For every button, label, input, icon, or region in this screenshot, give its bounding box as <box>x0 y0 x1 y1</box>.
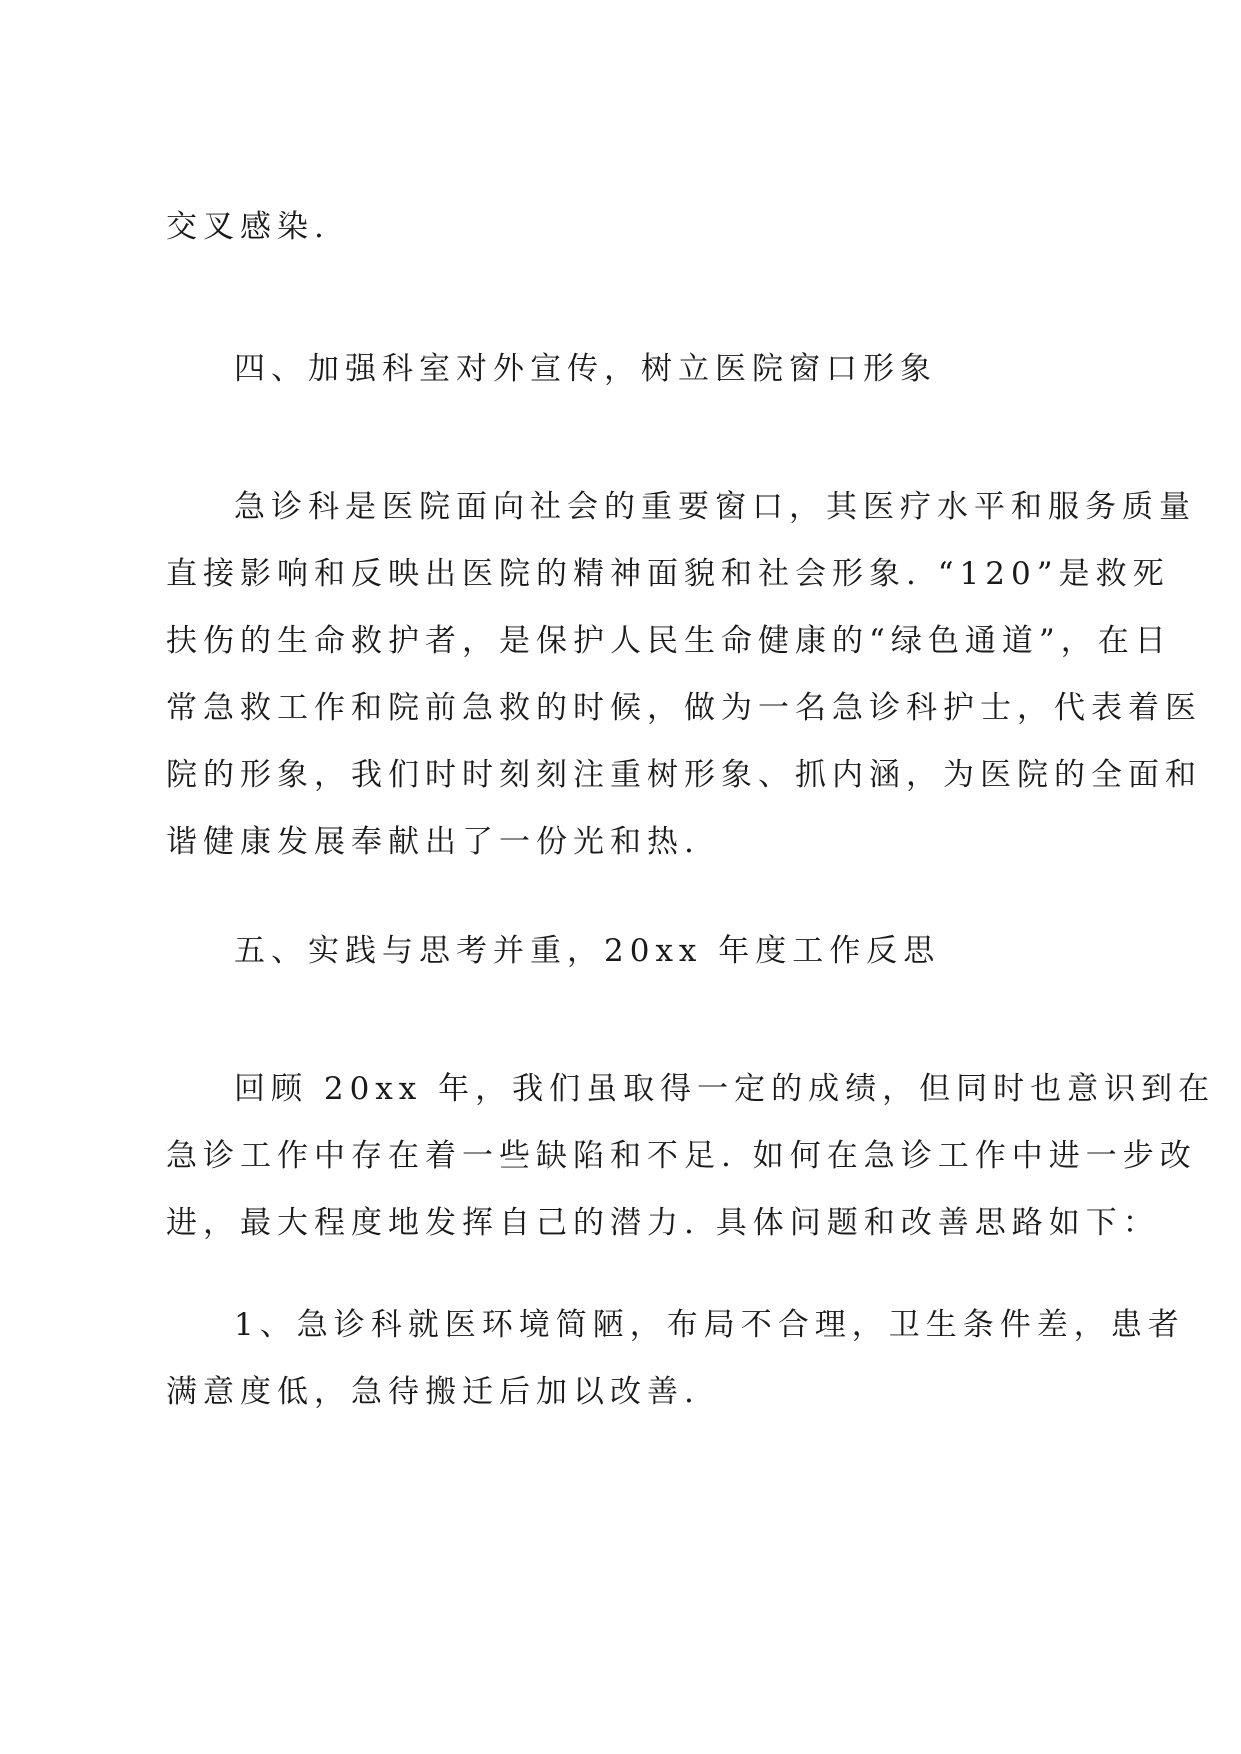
paragraph-review <box>166 1056 1216 1257</box>
paragraph-publicity <box>166 474 1202 876</box>
heading-text: 五、实践与思考并重，20xx 年度工作反思 <box>234 933 941 969</box>
section-heading-4 <box>166 336 1096 403</box>
text-line: 满意度低，急待搬迁后加以改善. <box>166 1374 700 1410</box>
text-line: 院的形象，我们时时刻刻注重树形象、抓内涵，为医院的全面和 <box>166 757 1202 793</box>
text-line: 进，最大程度地发挥自己的潜力. 具体问题和改善思路如下： <box>166 1205 1160 1241</box>
text-line: 1、急诊科就医环境简陋，布局不合理，卫生条件差，患者 <box>234 1307 1185 1343</box>
heading-text: 四、加强科室对外宣传，树立医院窗口形象 <box>234 351 937 387</box>
paragraph-continuation <box>166 194 1096 261</box>
text-line: 直接影响和反映出医院的精神面貌和社会形象. “120”是救死 <box>166 556 1170 592</box>
text-line: 扶伤的生命救护者，是保护人民生命健康的“绿色通道”，在日 <box>166 623 1172 659</box>
text-line: 急诊科是医院面向社会的重要窗口，其医疗水平和服务质量 <box>234 489 1196 525</box>
list-item-1 <box>166 1292 1185 1426</box>
section-heading-5 <box>166 918 1096 985</box>
text-line: 急诊工作中存在着一些缺陷和不足. 如何在急诊工作中进一步改 <box>166 1138 1197 1174</box>
text-line: 回顾 20xx 年，我们虽取得一定的成绩，但同时也意识到在 <box>234 1071 1216 1107</box>
text-line: 谐健康发展奉献出了一份光和热. <box>166 824 700 860</box>
text-line: 常急救工作和院前急救的时候，做为一名急诊科护士，代表着医 <box>166 690 1202 726</box>
text-line: 交叉感染. <box>166 209 330 245</box>
